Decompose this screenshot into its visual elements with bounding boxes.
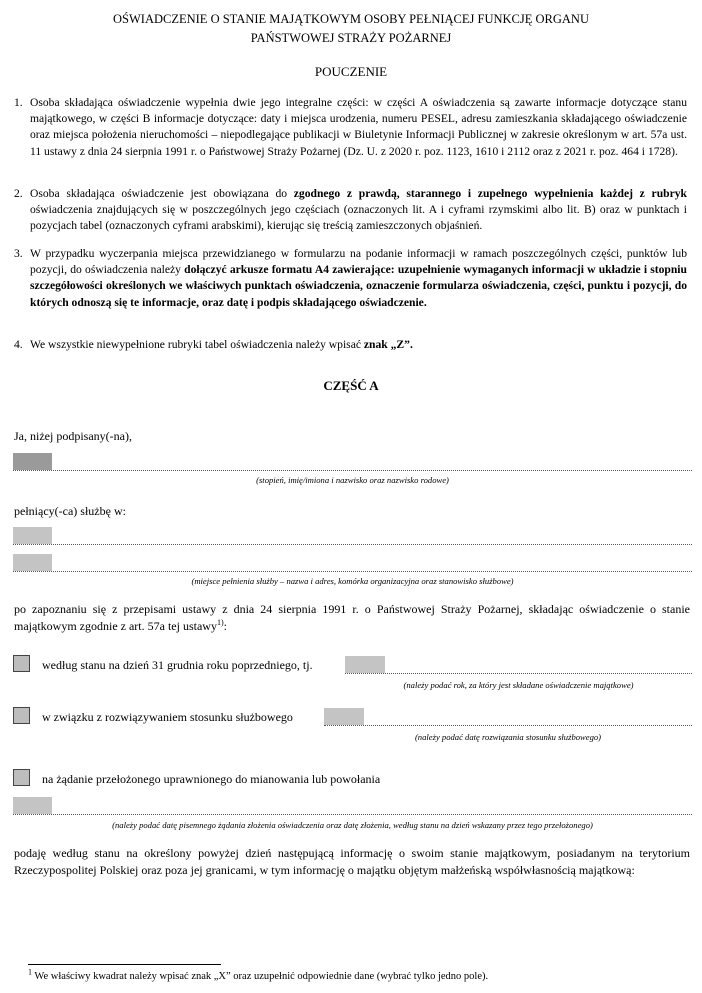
option-superior-request-label: na żądanie przełożonego uprawnionego do mianowania lub powołania (42, 772, 381, 786)
service-label: pełniący(-ca) służbę w: (14, 504, 126, 518)
document-title-line-2: PAŃSTWOWEJ STRAŻY POŻARNEJ (250, 31, 452, 45)
instruction-item (14, 186, 687, 236)
service-dotted-line-1 (13, 544, 692, 545)
request-dotted-line (13, 814, 692, 815)
request-date-input[interactable] (13, 797, 52, 814)
instruction-number: 4. (14, 338, 23, 351)
part-a-heading: CZĘŚĆ A (323, 378, 379, 393)
option-year-end-label: według stanu na dzień 31 grudnia roku poprzedniego, tj. (42, 658, 313, 672)
statement-text: po zapoznaniu się z przepisami ustawy z dnia 24 sierpnia 1991 r. o Państwowej Straży Pożarnej, składając oświadczenie o stanie majątkowym zgodnie z art. 57a tej ustawy$^{1)}$: (14, 602, 690, 633)
instruction-text: We wszystkie niewypełnione rubryki tabel oświadczenia należy wpisać znak „Z”. (30, 338, 413, 351)
checkbox-year-end[interactable] (13, 655, 30, 672)
checkbox-termination[interactable] (13, 707, 30, 724)
termination-date-input[interactable] (324, 708, 364, 725)
instruction-item (14, 246, 687, 330)
instruction-item (14, 95, 687, 179)
instruction-text: Osoba składająca oświadczenie wypełnia dwie jego integralne części: w części A oświadczenia są zawarte informacje dotyczące stanu majątkowego, w części B informacje dotyczące: daty i miejsca urodzenia, numeru PESEL, adresu zamieszkania składającego oświadczenie oraz miejsca położenia nieruchomości – niepodlegające publikacji w Biuletynie Informacji Publicznej w zakresie określonym w art. 57a ust. 11 ustawy z dnia 24 sierpnia 1991 r. o Państwowej Straży Pożarnej (Dz. U. z 2020 r. poz. 1123, 1610 i 2112 oraz z 2021 r. poz. 464 i 1728). (30, 96, 687, 158)
footnote-reference: 1) (216, 618, 224, 627)
year-dotted-line (345, 673, 692, 674)
instruction-item (14, 337, 687, 355)
instruction-number: 3. (14, 247, 23, 260)
option-year-end-caption: (należy podać rok, za który jest składane oświadczenie majątkowe) (403, 680, 634, 690)
instruction-number: 1. (14, 96, 23, 109)
declarant-caption: (stopień, imię/imiona i nazwisko oraz nazwisko rodowe) (256, 475, 449, 485)
footnote-separator (28, 964, 221, 965)
instruction-text: W przypadku wyczerpania miejsca przewidzianego w formularzu na podanie informacji w ramach poszczególnych części, punktów lub pozycji, do oświadczenia należy dołączyć arkusze formatu A4 zawierające: uzupełnienie wymaganych informacji w układzie i stopniu szczegółowości określonych we właściwych punktach oświadczenia, oznaczenie formularza oświadczenia, części, punktu i pozycji, do których odnoszą się te informacje, oraz datę i podpis składającego oświadczenie. (30, 247, 687, 309)
option-termination-label: w związku z rozwiązywaniem stosunku służbowego (42, 710, 293, 724)
declarant-input[interactable] (13, 453, 52, 470)
declarant-label: Ja, niżej podpisany(-na), (14, 429, 132, 443)
footnote (28, 967, 489, 984)
footnote-text: We właściwy kwadrat należy wpisać znak „X” oraz uzupełnić odpowiednie dane (wybrać tylko jedno pole). (32, 971, 489, 982)
service-input-1[interactable] (13, 527, 52, 544)
service-caption: (miejsce pełnienia służby – nazwa i adres, komórka organizacyjna oraz stanowisko służbowe) (191, 576, 514, 586)
closing-text: podaję według stanu na określony powyżej dzień następującą informację o swoim stanie majątkowym, posiadanym na terytorium Rzeczypospolitej Polskiej oraz poza jej granicami, w tym informację o majątku objętym małżeńską współwłasnością majątkową: (14, 846, 690, 877)
instruction-number: 2. (14, 187, 23, 200)
year-input[interactable] (345, 656, 385, 673)
document-title-line-1: OŚWIADCZENIE O STANIE MAJĄTKOWYM OSOBY PEŁNIĄCEJ FUNKCJĘ ORGANU (113, 12, 589, 26)
service-input-2[interactable] (13, 554, 52, 571)
declarant-dotted-line (13, 470, 692, 471)
option-termination-caption: (należy podać datę rozwiązania stosunku służbowego) (414, 732, 602, 742)
pouczenie-heading: POUCZENIE (314, 64, 388, 79)
service-dotted-line-2 (13, 571, 692, 572)
checkbox-superior-request[interactable] (13, 769, 30, 786)
instruction-text: Osoba składająca oświadczenie jest obowiązana do zgodnego z prawdą, starannego i zupełnego wypełnienia każdej z rubryk oświadczenia znajdujących się w poszczególnych jego częściach (oznaczonych lit. A i cyframi rzymskimi albo lit. B) oraz w punktach i pozycjach tabel (oznaczonych cyframi arabskimi), kierując się treścią zamieszczonych objaśnień. (30, 187, 687, 233)
footnote-mark: 1 (28, 967, 32, 977)
option-superior-request-caption: (należy podać datę pisemnego żądania złożenia oświadczenia oraz datę złożenia, według stanu na dzień wskazany przez tego przełożonego) (112, 820, 593, 830)
termination-dotted-line (324, 725, 692, 726)
